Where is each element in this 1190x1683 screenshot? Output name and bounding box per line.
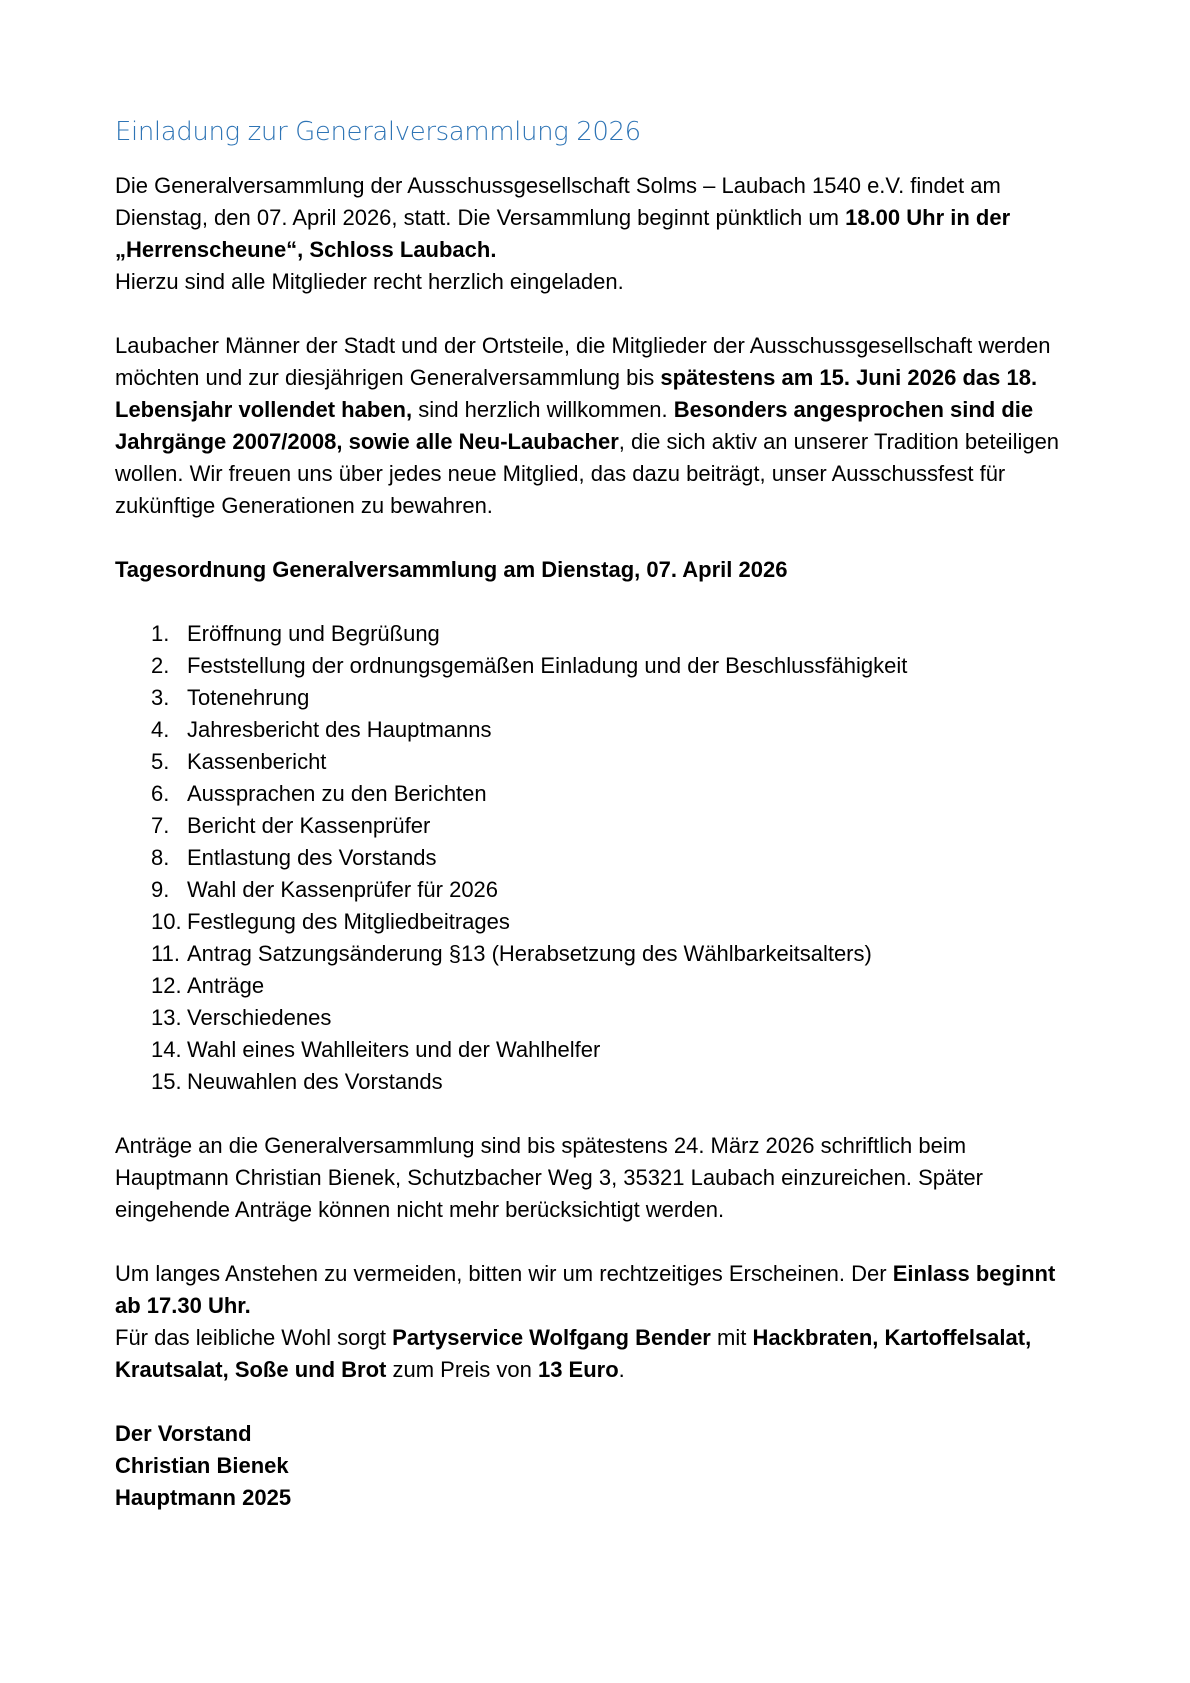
agenda-item bbox=[115, 778, 1075, 810]
agenda-item bbox=[115, 746, 1075, 778]
agenda-item-text: Wahl eines Wahlleiters und der Wahlhelfer bbox=[187, 1037, 601, 1062]
agenda-item-text: Eröffnung und Begrüßung bbox=[187, 621, 440, 646]
agenda-item-number: 10. bbox=[151, 909, 182, 934]
agenda-item bbox=[115, 938, 1075, 970]
motions-paragraph: Anträge an die Generalversammlung sind bis spätestens 24. März 2026 schriftlich beim Hauptmann Christian Bienek, Schutzbacher Weg 3, 35321 Laubach einzureichen. Später eingehende Anträge können nicht mehr berücksichtigt werden. bbox=[115, 1133, 983, 1222]
arrival-paragraph: Um langes Anstehen zu vermeiden, bitten wir um rechtzeitiges Erscheinen. Der Einlass beginnt ab 17.30 Uhr. bbox=[115, 1261, 1056, 1318]
eligibility-paragraph: Laubacher Männer der Stadt und der Ortsteile, die Mitglieder der Ausschussgesellschaft werden möchten und zur diesjährigen Generalversammlung bis spätestens am 15. Juni 2026 das 18. Lebensjahr vollendet haben, sind herzlich willkommen. Besonders angesprochen sind die Jahrgänge 2007/2008, sowie alle Neu-Laubacher, die sich aktiv an unserer Tradition beteiligen wollen. Wir freuen uns über jedes neue Mitglied, das dazu beiträgt, unser Ausschussfest für zukünftige Generationen zu bewahren. bbox=[115, 333, 1060, 518]
agenda-item-number: 9. bbox=[151, 877, 170, 902]
agenda-item-text: Wahl der Kassenprüfer für 2026 bbox=[187, 877, 499, 902]
agenda-item bbox=[115, 650, 1075, 682]
intro-paragraph: Die Generalversammlung der Ausschussgesellschaft Solms – Laubach 1540 e.V. findet am Dienstag, den 07. April 2026, statt. Die Versammlung beginnt pünktlich um 18.00 Uhr in der „Herrenscheune“, Schloss Laubach. bbox=[115, 173, 1011, 262]
signature-name: Christian Bienek bbox=[115, 1453, 289, 1478]
agenda-item bbox=[115, 618, 1075, 650]
agenda-item-number: 11. bbox=[151, 941, 180, 966]
agenda-item-number: 14. bbox=[151, 1037, 182, 1062]
agenda-item-text: Bericht der Kassenprüfer bbox=[187, 813, 431, 838]
agenda-item-text: Festlegung des Mitgliedbeitrages bbox=[187, 909, 510, 934]
agenda-item-number: 12. bbox=[151, 973, 182, 998]
catering-paragraph: Für das leibliche Wohl sorgt Partyservice Wolfgang Bender mit Hackbraten, Kartoffelsalat, Krautsalat, Soße und Brot zum Preis von 13 Euro. bbox=[115, 1325, 1032, 1382]
agenda-item-number: 15. bbox=[151, 1069, 182, 1094]
agenda-item-text: Verschiedenes bbox=[187, 1005, 332, 1030]
meeting-time-location: 18.00 Uhr in der „Herrenscheune“, Schloss Laubach. bbox=[115, 205, 1011, 262]
agenda-item-text: Entlastung des Vorstands bbox=[187, 845, 437, 870]
agenda-item bbox=[115, 682, 1075, 714]
agenda-item-number: 3. bbox=[151, 685, 170, 710]
agenda-item bbox=[115, 1066, 1075, 1098]
document-title: Einladung zur Generalversammlung 2026 bbox=[115, 117, 641, 147]
agenda-item-text: Anträge bbox=[187, 973, 265, 998]
signature-role: Hauptmann 2025 bbox=[115, 1485, 292, 1510]
signature-board: Der Vorstand bbox=[115, 1421, 252, 1446]
agenda-item-number: 8. bbox=[151, 845, 170, 870]
agenda-item-number: 6. bbox=[151, 781, 170, 806]
agenda-item bbox=[115, 714, 1075, 746]
agenda-heading: Tagesordnung Generalversammlung am Dienstag, 07. April 2026 bbox=[115, 557, 788, 582]
intro-invitation: Hierzu sind alle Mitglieder recht herzlich eingeladen. bbox=[115, 269, 624, 294]
agenda-item bbox=[115, 1034, 1075, 1066]
agenda-item bbox=[115, 1002, 1075, 1034]
agenda-item-number: 4. bbox=[151, 717, 170, 742]
agenda-item-text: Jahresbericht des Hauptmanns bbox=[187, 717, 492, 742]
agenda-item-number: 5. bbox=[151, 749, 170, 774]
agenda-item-text: Kassenbericht bbox=[187, 749, 327, 774]
agenda-item-number: 13. bbox=[151, 1005, 182, 1030]
agenda-item-text: Totenehrung bbox=[187, 685, 310, 710]
agenda-item-text: Neuwahlen des Vorstands bbox=[187, 1069, 443, 1094]
agenda-list bbox=[115, 618, 1075, 1098]
signature-block bbox=[115, 1418, 1075, 1514]
agenda-item bbox=[115, 906, 1075, 938]
document-page bbox=[115, 112, 1075, 1514]
agenda-item-text: Aussprachen zu den Berichten bbox=[187, 781, 487, 806]
agenda-item bbox=[115, 970, 1075, 1002]
agenda-item-number: 7. bbox=[151, 813, 170, 838]
agenda-item bbox=[115, 842, 1075, 874]
agenda-item-text: Feststellung der ordnungsgemäßen Einladung und der Beschlussfähigkeit bbox=[187, 653, 908, 678]
agenda-item bbox=[115, 874, 1075, 906]
agenda-item-text: Antrag Satzungsänderung §13 (Herabsetzung des Wählbarkeitsalters) bbox=[187, 941, 872, 966]
agenda-item-number: 2. bbox=[151, 653, 170, 678]
agenda-item bbox=[115, 810, 1075, 842]
agenda-item-number: 1. bbox=[151, 621, 170, 646]
